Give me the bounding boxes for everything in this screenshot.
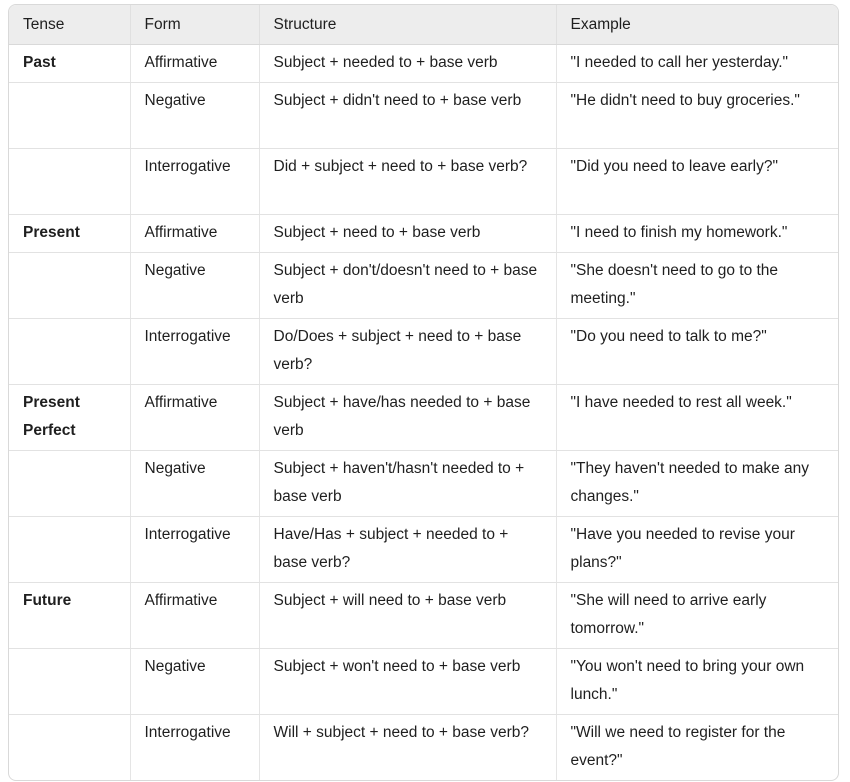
table-row (9, 715, 838, 781)
grammar-table-container (8, 4, 839, 781)
structure-cell: Subject + don't/doesn't need to + base verb (259, 253, 556, 319)
table-row (9, 451, 838, 517)
structure-cell: Subject + haven't/hasn't needed to + base verb (259, 451, 556, 517)
example-cell: "Have you needed to revise your plans?" (556, 517, 838, 583)
structure-cell: Subject + will need to + base verb (259, 583, 556, 649)
form-cell: Interrogative (130, 319, 259, 385)
tense-cell: Future (9, 583, 130, 649)
table-row (9, 319, 838, 385)
form-cell: Affirmative (130, 385, 259, 451)
example-cell: "I need to finish my homework." (556, 215, 838, 253)
form-cell: Affirmative (130, 583, 259, 649)
structure-cell: Subject + have/has needed to + base verb (259, 385, 556, 451)
tense-cell (9, 517, 130, 583)
table-row (9, 253, 838, 319)
table-row (9, 583, 838, 649)
form-cell: Interrogative (130, 715, 259, 781)
table-row (9, 215, 838, 253)
example-cell: "He didn't need to buy groceries." (556, 83, 838, 149)
form-cell: Affirmative (130, 45, 259, 83)
structure-cell: Subject + won't need to + base verb (259, 649, 556, 715)
tense-cell: Present (9, 215, 130, 253)
table-row (9, 45, 838, 83)
form-cell: Negative (130, 253, 259, 319)
tense-cell (9, 149, 130, 215)
structure-cell: Have/Has + subject + needed to + base verb? (259, 517, 556, 583)
table-row (9, 385, 838, 451)
table-row (9, 149, 838, 215)
tense-cell (9, 649, 130, 715)
header-structure: Structure (259, 5, 556, 45)
example-cell: "Did you need to leave early?" (556, 149, 838, 215)
need-to-tense-table (9, 5, 838, 780)
tense-cell (9, 83, 130, 149)
example-cell: "She doesn't need to go to the meeting." (556, 253, 838, 319)
table-row (9, 517, 838, 583)
structure-cell: Will + subject + need to + base verb? (259, 715, 556, 781)
table-header-row (9, 5, 838, 45)
form-cell: Negative (130, 451, 259, 517)
form-cell: Negative (130, 83, 259, 149)
form-cell: Interrogative (130, 149, 259, 215)
form-cell: Affirmative (130, 215, 259, 253)
form-cell: Negative (130, 649, 259, 715)
structure-cell: Do/Does + subject + need to + base verb? (259, 319, 556, 385)
example-cell: "Will we need to register for the event?" (570, 724, 786, 769)
example-cell: "I needed to call her yesterday." (556, 45, 838, 83)
tense-cell: Past (9, 45, 130, 83)
example-cell: "You won't need to bring your own lunch." (556, 649, 838, 715)
example-cell: "I have needed to rest all week." (556, 385, 838, 451)
header-example: Example (556, 5, 838, 45)
example-cell: "She will need to arrive early tomorrow." (556, 583, 838, 649)
form-cell: Interrogative (130, 517, 259, 583)
tense-cell: Present Perfect (9, 385, 130, 451)
table-row (9, 83, 838, 149)
tense-cell (9, 253, 130, 319)
structure-cell: Subject + needed to + base verb (259, 45, 556, 83)
structure-cell: Subject + need to + base verb (259, 215, 556, 253)
structure-cell: Subject + didn't need to + base verb (259, 83, 556, 149)
tense-cell (9, 715, 130, 781)
tense-cell (9, 451, 130, 517)
structure-cell: Did + subject + need to + base verb? (259, 149, 556, 215)
table-row (9, 649, 838, 715)
example-cell: "Do you need to talk to me?" (556, 319, 838, 385)
tense-cell (9, 319, 130, 385)
header-form: Form (130, 5, 259, 45)
example-cell: "They haven't needed to make any changes." (556, 451, 838, 517)
header-tense: Tense (9, 5, 130, 45)
